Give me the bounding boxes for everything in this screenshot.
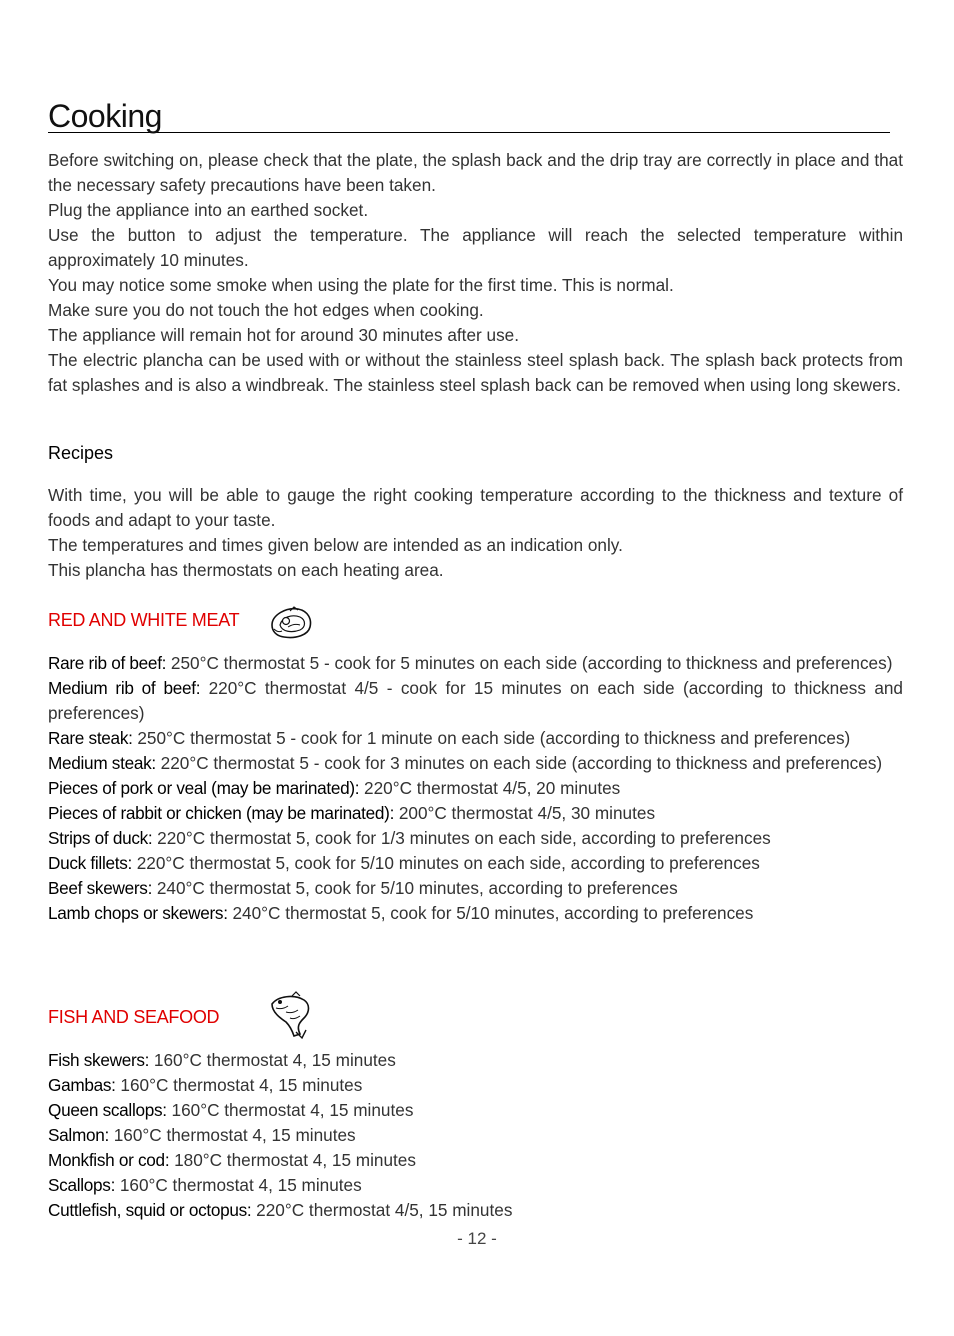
item-label: Lamb chops or skewers: — [48, 903, 228, 923]
item-label: Medium rib of beef: — [48, 678, 201, 698]
intro-paragraph: The appliance will remain hot for around 30 minutes after use. — [48, 325, 520, 345]
item-text: 220°C thermostat 4/5 - cook for 15 minutes on each side (according to thickness and preferences) — [48, 678, 903, 723]
item-text: 250°C thermostat 5 - cook for 5 minutes on each side (according to thickness and preferences) — [166, 653, 893, 673]
list-item — [48, 1123, 903, 1148]
recipes-intro-paragraph: This plancha has thermostats on each heating area. — [48, 560, 444, 580]
item-text: 220°C thermostat 5 - cook for 3 minutes on each side (according to thickness and preferences) — [155, 753, 883, 773]
item-label: Monkfish or cod: — [48, 1150, 170, 1170]
steak-icon — [268, 605, 314, 641]
meat-list — [48, 651, 903, 926]
item-label: Gambas: — [48, 1075, 116, 1095]
recipes-intro-paragraph: With time, you will be able to gauge the right cooking temperature according to the thickness and texture of foods and adapt to your taste. — [48, 485, 903, 530]
item-text: 240°C thermostat 5, cook for 5/10 minutes, according to preferences — [227, 903, 754, 923]
item-text: 180°C thermostat 4, 15 minutes — [169, 1150, 416, 1170]
item-label: Rare steak: — [48, 728, 133, 748]
page-number: - 12 - — [457, 1229, 497, 1248]
item-label: Salmon: — [48, 1125, 109, 1145]
item-label: Beef skewers: — [48, 878, 153, 898]
item-text: 240°C thermostat 5, cook for 5/10 minutes, according to preferences — [152, 878, 678, 898]
list-item — [48, 826, 903, 851]
fish-icon — [266, 990, 314, 1040]
item-label: Fish skewers: — [48, 1050, 150, 1070]
list-item — [48, 851, 903, 876]
item-text: 160°C thermostat 4, 15 minutes — [115, 1175, 362, 1195]
fish-section-heading: FISH AND SEAFOOD — [48, 1007, 220, 1027]
item-label: Queen scallops: — [48, 1100, 167, 1120]
item-label: Pieces of rabbit or chicken (may be marinated): — [48, 803, 395, 823]
item-label: Medium steak: — [48, 753, 156, 773]
item-label: Cuttlefish, squid or octopus: — [48, 1200, 252, 1220]
item-text: 160°C thermostat 4, 15 minutes — [166, 1100, 414, 1120]
list-item — [48, 901, 903, 926]
list-item — [48, 776, 903, 801]
item-text: 200°C thermostat 4/5, 30 minutes — [394, 803, 656, 823]
recipes-intro-block — [48, 483, 903, 583]
intro-paragraph: Before switching on, please check that the plate, the splash back and the drip tray are correctly in place and that the necessary safety precautions have been taken. — [48, 150, 903, 195]
intro-paragraph: The electric plancha can be used with or without the stainless steel splash back. The splash back protects from fat splashes and is also a windbreak. The stainless steel splash back can be removed when using long skewers. — [48, 350, 903, 395]
intro-paragraph: You may notice some smoke when using the plate for the first time. This is normal. — [48, 275, 674, 295]
item-text: 160°C thermostat 4, 15 minutes — [115, 1075, 363, 1095]
item-text: 250°C thermostat 5 - cook for 1 minute on each side (according to thickness and preferences) — [132, 728, 851, 748]
title-rule — [48, 96, 890, 133]
item-label: Pieces of pork or veal (may be marinated): — [48, 778, 360, 798]
list-item — [48, 1173, 903, 1198]
intro-block — [48, 148, 903, 398]
item-text: 220°C thermostat 5, cook for 5/10 minutes on each side, according to preferences — [131, 853, 760, 873]
item-text: 160°C thermostat 4, 15 minutes — [108, 1125, 356, 1145]
fish-list — [48, 1048, 903, 1223]
item-text: 220°C thermostat 5, cook for 1/3 minutes on each side, according to preferences — [152, 828, 771, 848]
item-text: 160°C thermostat 4, 15 minutes — [149, 1050, 396, 1070]
list-item — [48, 1073, 903, 1098]
list-item — [48, 651, 903, 676]
item-label: Rare rib of beef: — [48, 653, 167, 673]
list-item — [48, 751, 903, 776]
list-item — [48, 801, 903, 826]
item-label: Scallops: — [48, 1175, 116, 1195]
list-item — [48, 1098, 903, 1123]
page-title: Cooking — [48, 98, 162, 134]
intro-paragraph: Make sure you do not touch the hot edges when cooking. — [48, 300, 484, 320]
item-label: Duck fillets: — [48, 853, 132, 873]
item-text: 220°C thermostat 4/5, 20 minutes — [359, 778, 621, 798]
intro-paragraph: Use the button to adjust the temperature. The appliance will reach the selected temperature within approximately 10 minutes. — [48, 225, 903, 270]
item-text: 220°C thermostat 4/5, 15 minutes — [251, 1200, 513, 1220]
list-item — [48, 726, 903, 751]
intro-paragraph: Plug the appliance into an earthed socket. — [48, 200, 369, 220]
list-item — [48, 1148, 903, 1173]
list-item — [48, 876, 903, 901]
meat-section-heading: RED AND WHITE MEAT — [48, 610, 240, 630]
list-item — [48, 1048, 903, 1073]
list-item — [48, 1198, 903, 1223]
recipes-heading: Recipes — [48, 443, 114, 463]
item-label: Strips of duck: — [48, 828, 153, 848]
recipes-intro-paragraph: The temperatures and times given below are intended as an indication only. — [48, 535, 623, 555]
list-item — [48, 676, 903, 726]
